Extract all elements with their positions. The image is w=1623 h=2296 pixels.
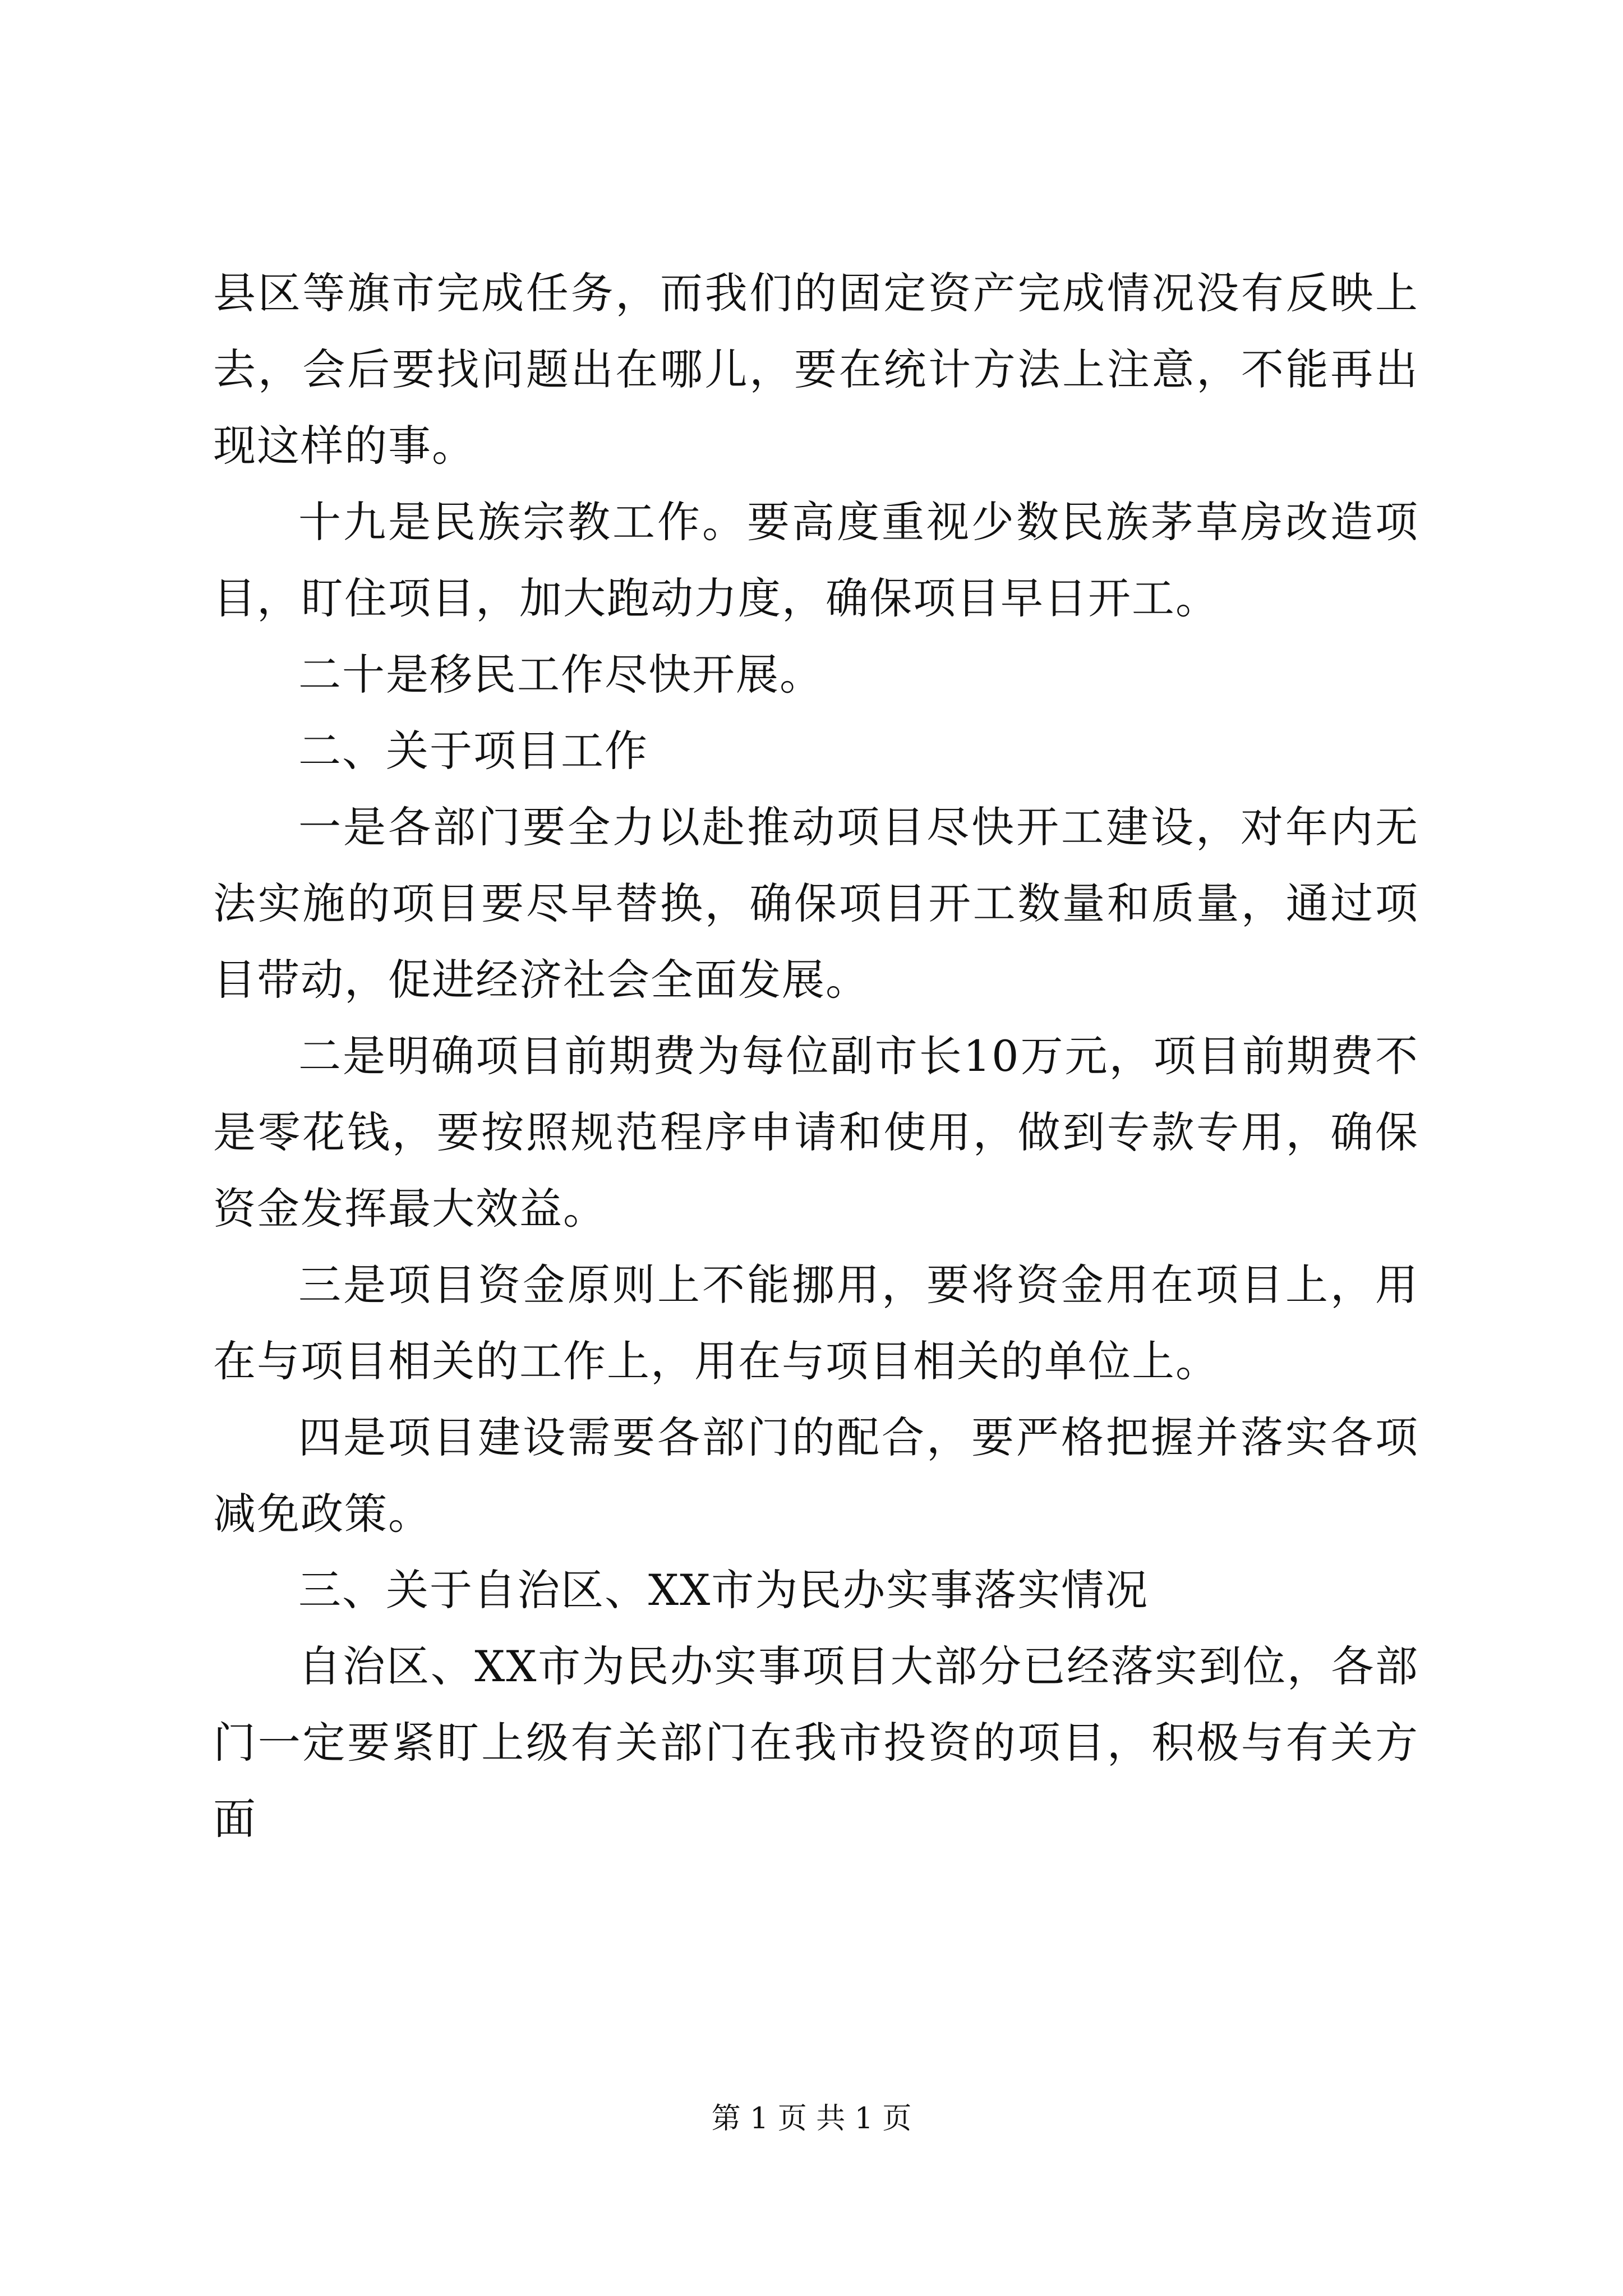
paragraph: 县区等旗市完成任务，而我们的固定资产完成情况没有反映上去，会后要找问题出在哪儿，要在统计方法上注意，不能再出现这样的事。 (213, 268, 1419, 471)
paragraph: 二十是移民工作尽快开展。 (298, 650, 823, 700)
paragraph: 十九是民族宗教工作。要高度重视少数民族茅草房改造项目，盯住项目，加大跑动力度，确保项目早日开工。 (213, 497, 1419, 623)
paragraph: 二是明确项目前期费为每位副市长10万元，项目前期费不是零花钱，要按照规范程序申请和使用，做到专款专用，确保资金发挥最大效益。 (213, 1031, 1419, 1234)
paragraph: 自治区、XX市为民办实事项目大部分已经落实到位，各部门一定要紧盯上级有关部门在我市投资的项目，积极与有关方面 (213, 1641, 1419, 1844)
document-body (213, 255, 1419, 1857)
page-number-footer: 第 1 页 共 1 页 (711, 2102, 912, 2136)
paragraph: 四是项目建设需要各部门的配合，要严格把握并落实各项减免政策。 (213, 1412, 1419, 1539)
section-heading: 三、关于自治区、XX市为民办实事落实情况 (298, 1565, 1149, 1615)
paragraph: 三是项目资金原则上不能挪用，要将资金用在项目上，用在与项目相关的工作上，用在与项目相关的单位上。 (213, 1260, 1419, 1386)
section-heading: 二、关于项目工作 (298, 726, 648, 776)
paragraph: 一是各部门要全力以赴推动项目尽快开工建设，对年内无法实施的项目要尽早替换，确保项目开工数量和质量，通过项目带动，促进经济社会全面发展。 (213, 802, 1419, 1005)
